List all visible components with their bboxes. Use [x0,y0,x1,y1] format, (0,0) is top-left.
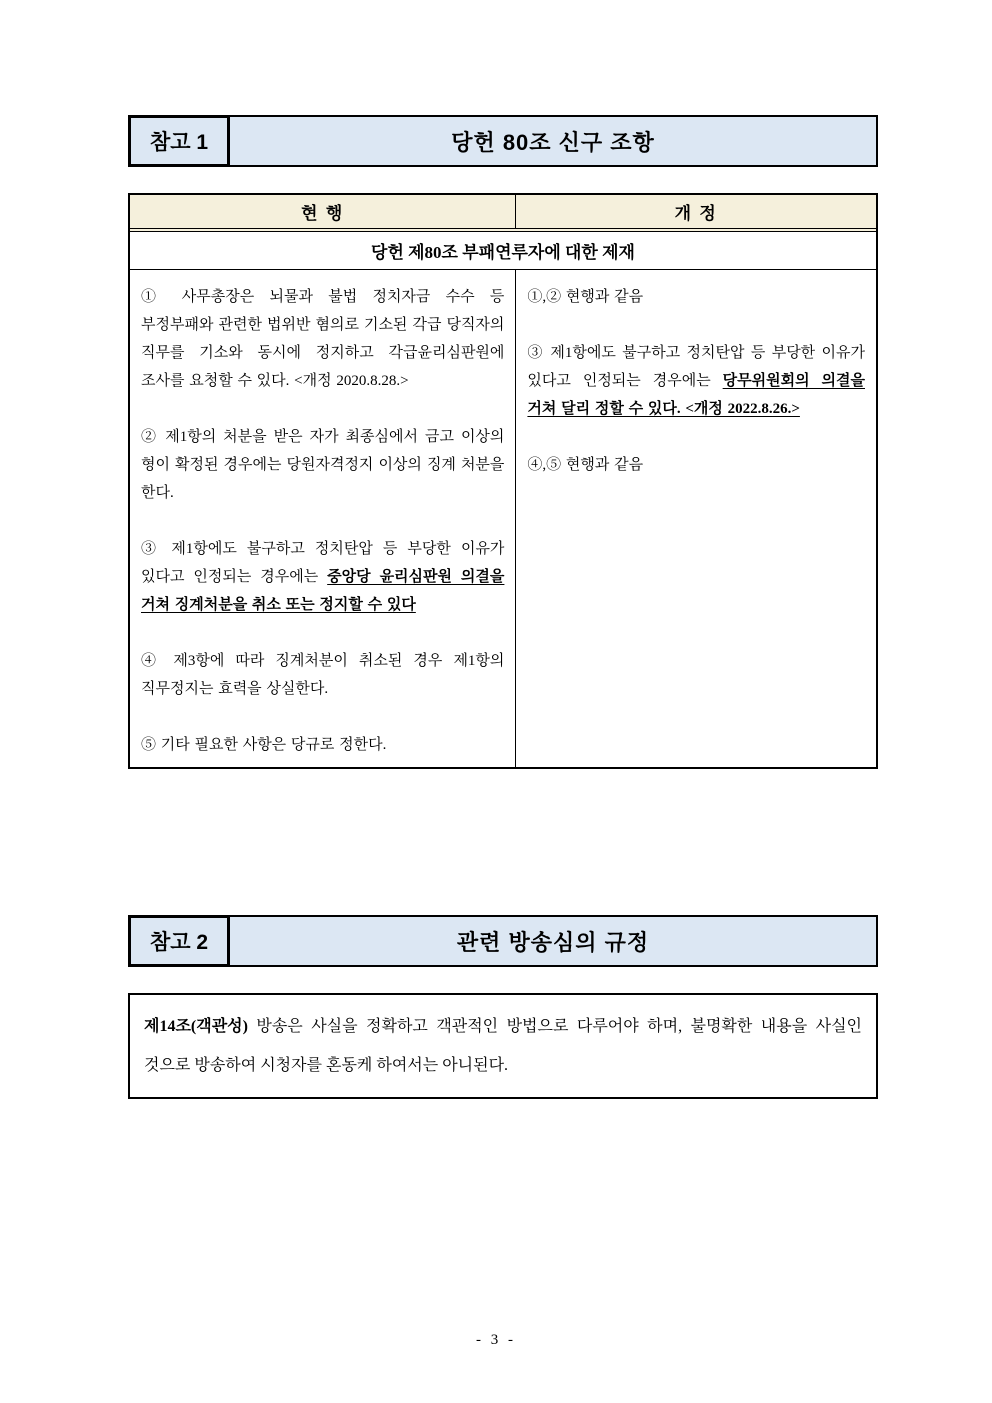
ref2-badge: 참고 2 [128,915,230,967]
ref2-title: 관련 방송심의 규정 [456,929,650,955]
revised-clause-3-text: ③ 제1항에도 불구하고 정치탄압 등 부당한 이유가 있다고 인정되는 경우에는 [527,345,865,389]
regulation-box [128,993,878,1099]
regulation-article-body: 방송은 사실을 정확하고 객관적인 방법으로 다루어야 하며, 불명확한 내용을 사실인 것으로 방송하여 시청자를 혼동케 하여서는 아니된다. [144,1018,862,1074]
current-clause-3-text: ③ 제1항에도 불구하고 정치탄압 등 부당한 이유가 있다고 인정되는 경우에는 [141,541,505,585]
revised-column-cell [516,270,876,767]
table-merged-title: 당헌 제80조 부패연루자에 대한 제재 [130,232,876,270]
revised-clause-3 [527,339,865,423]
regulation-text [144,1007,862,1085]
ref2-header-bar [128,915,878,967]
table-body-row [130,270,876,767]
ref1-header-bar [128,115,878,167]
revised-clause-3-emphasis: 당무위원회의 의결을 거쳐 달리 정할 수 있다. <개정 2022.8.26.> [527,373,865,417]
current-clause-1: ① 사무총장은 뇌물과 불법 정치자금 수수 등 부정부패와 관련한 법위반 혐의로 기소된 각급 당직자의 직무를 기소와 동시에 정지하고 각급윤리심판원에 조사를 요청할 수 있다. <개정 2020.8.28.> [141,289,505,389]
document-content [128,0,878,1099]
current-clause-3 [141,535,504,619]
current-clause-2: ② 제1항의 처분을 받은 자가 최종심에서 금고 이상의 형이 확정된 경우에는 당원자격정지 이상의 징계 처분을 한다. [141,429,505,501]
current-clause-5: ⑤ 기타 필요한 사항은 당규로 정한다. [141,737,387,753]
column-header-current: 현 행 [130,195,516,228]
current-clause-4: ④ 제3항에 따라 징계처분이 취소된 경우 제1항의 직무정지는 효력을 상실한다. [141,653,505,697]
revised-clause-4-5: ④,⑤ 현행과 같음 [527,457,644,473]
page-number: - 3 - [476,1332,516,1348]
current-clause-3-emphasis: 중앙당 윤리심판원 의결을 거쳐 징계처분을 취소 또는 정지할 수 있다 [141,569,505,613]
current-column-cell [130,270,516,767]
table-header-row [130,195,876,232]
ref1-badge: 참고 1 [128,115,230,167]
column-header-revised: 개 정 [674,204,718,223]
revised-clause-1-2: ①,② 현행과 같음 [527,289,644,305]
regulation-article-label: 제14조(객관성) [144,1018,248,1035]
ref1-comparison-table [128,193,878,769]
ref1-title: 당헌 80조 신구 조항 [451,129,655,155]
